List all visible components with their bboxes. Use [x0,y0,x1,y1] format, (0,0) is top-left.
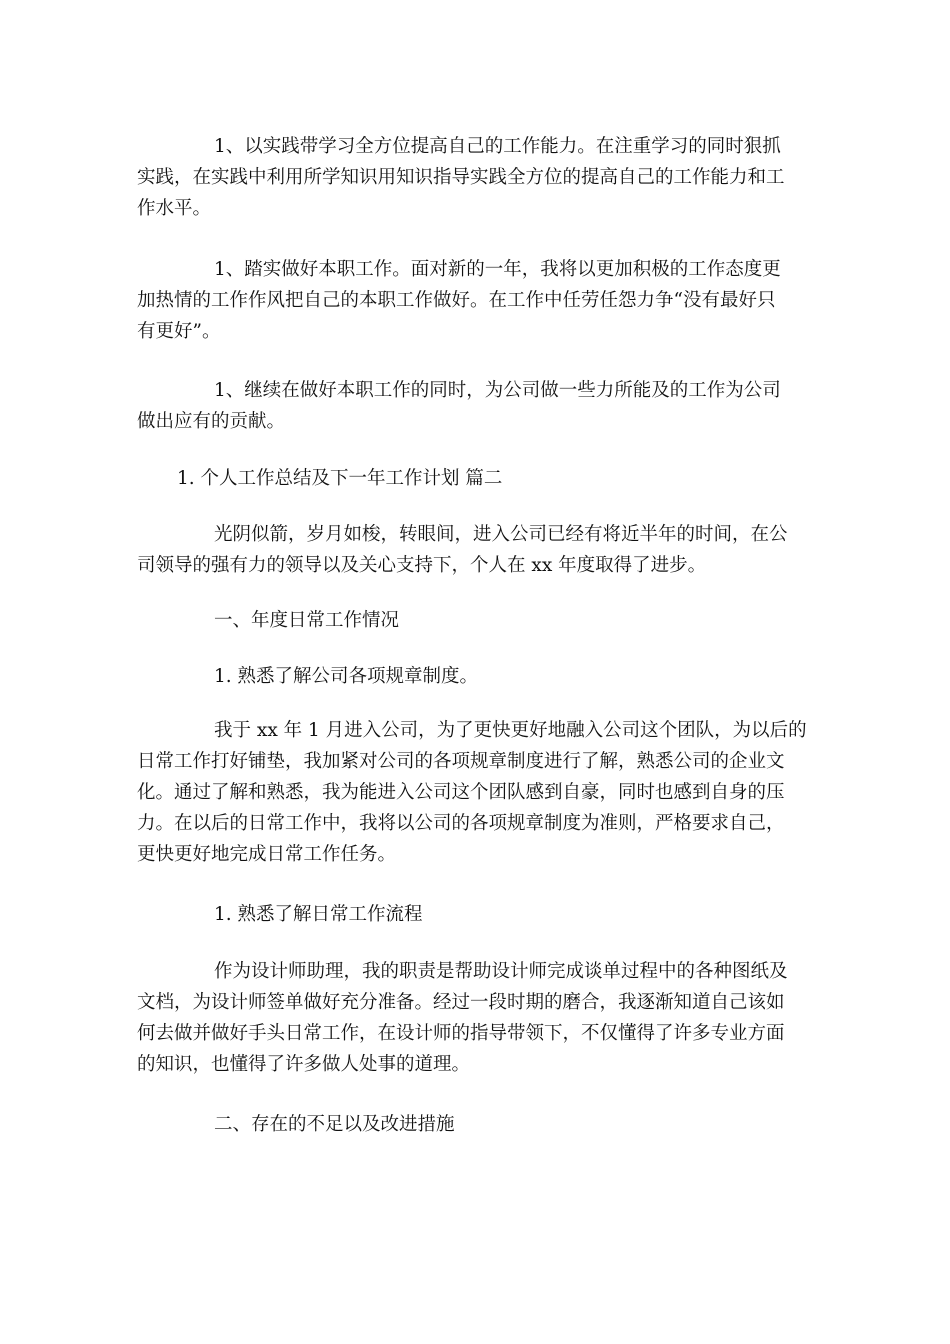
paragraph-1 [137,131,815,224]
paragraph-4 [137,519,815,581]
text-line: 我于 xx 年 1 月进入公司，为了更快更好地融入公司这个团队，为以后的 [214,720,807,741]
paragraph-3 [137,375,815,437]
text-line: 作为设计师助理，我的职责是帮助设计师完成谈单过程中的各种图纸及 [214,961,788,982]
text-line: 实践，在实践中利用所学知识用知识指导实践全方位的提高自己的工作能力和工 [137,167,785,188]
text-line: 1. 个人工作总结及下一年工作计划 篇二 [177,468,503,489]
text-line: 1. 熟悉了解公司各项规章制度。 [214,666,479,687]
text-line: 1. 熟悉了解日常工作流程 [214,904,423,925]
text-line: 力。在以后的日常工作中，我将以公司的各项规章制度为准则，严格要求自己， [137,813,785,834]
subheading-3 [137,899,815,930]
subheading-2 [137,661,815,692]
text-line: 的知识，也懂得了许多做人处事的道理。 [137,1054,471,1075]
text-line: 作水平。 [137,198,212,219]
text-line: 做出应有的贡献。 [137,411,286,432]
text-line: 光阴似箭，岁月如梭，转眼间，进入公司已经有将近半年的时间，在公 [214,524,788,545]
text-line: 1、继续在做好本职工作的同时，为公司做一些力所能及的工作为公司 [214,380,781,401]
paragraph-5 [137,715,815,870]
text-line: 何去做并做好手头日常工作，在设计师的指导带领下，不仅懂得了许多专业方面 [137,1023,785,1044]
text-line: 更快更好地完成日常工作任务。 [137,844,397,865]
subheading-1 [137,605,815,636]
subheading-4 [137,1109,815,1140]
text-line: 司领导的强有力的领导以及关心支持下，个人在 xx 年度取得了进步。 [137,555,707,576]
text-line: 加热情的工作作风把自己的本职工作做好。在工作中任劳任怨力争“没有最好只 [137,290,776,311]
text-line: 1、踏实做好本职工作。面对新的一年，我将以更加积极的工作态度更 [214,259,781,280]
text-line: 化。通过了解和熟悉，我为能进入公司这个团队感到自豪，同时也感到自身的压 [137,782,785,803]
text-line: 日常工作打好铺垫，我加紧对公司的各项规章制度进行了解，熟悉公司的企业文 [137,751,785,772]
paragraph-6 [137,956,815,1080]
text-line: 二、存在的不足以及改进措施 [214,1114,455,1135]
section-heading [137,463,815,494]
paragraph-2 [137,254,815,347]
text-line: 一、年度日常工作情况 [214,610,400,631]
text-line: 文档，为设计师签单做好充分准备。经过一段时期的磨合，我逐渐知道自己该如 [137,992,785,1013]
text-line: 有更好”。 [137,321,221,342]
text-line: 1、以实践带学习全方位提高自己的工作能力。在注重学习的同时狠抓 [214,136,781,157]
